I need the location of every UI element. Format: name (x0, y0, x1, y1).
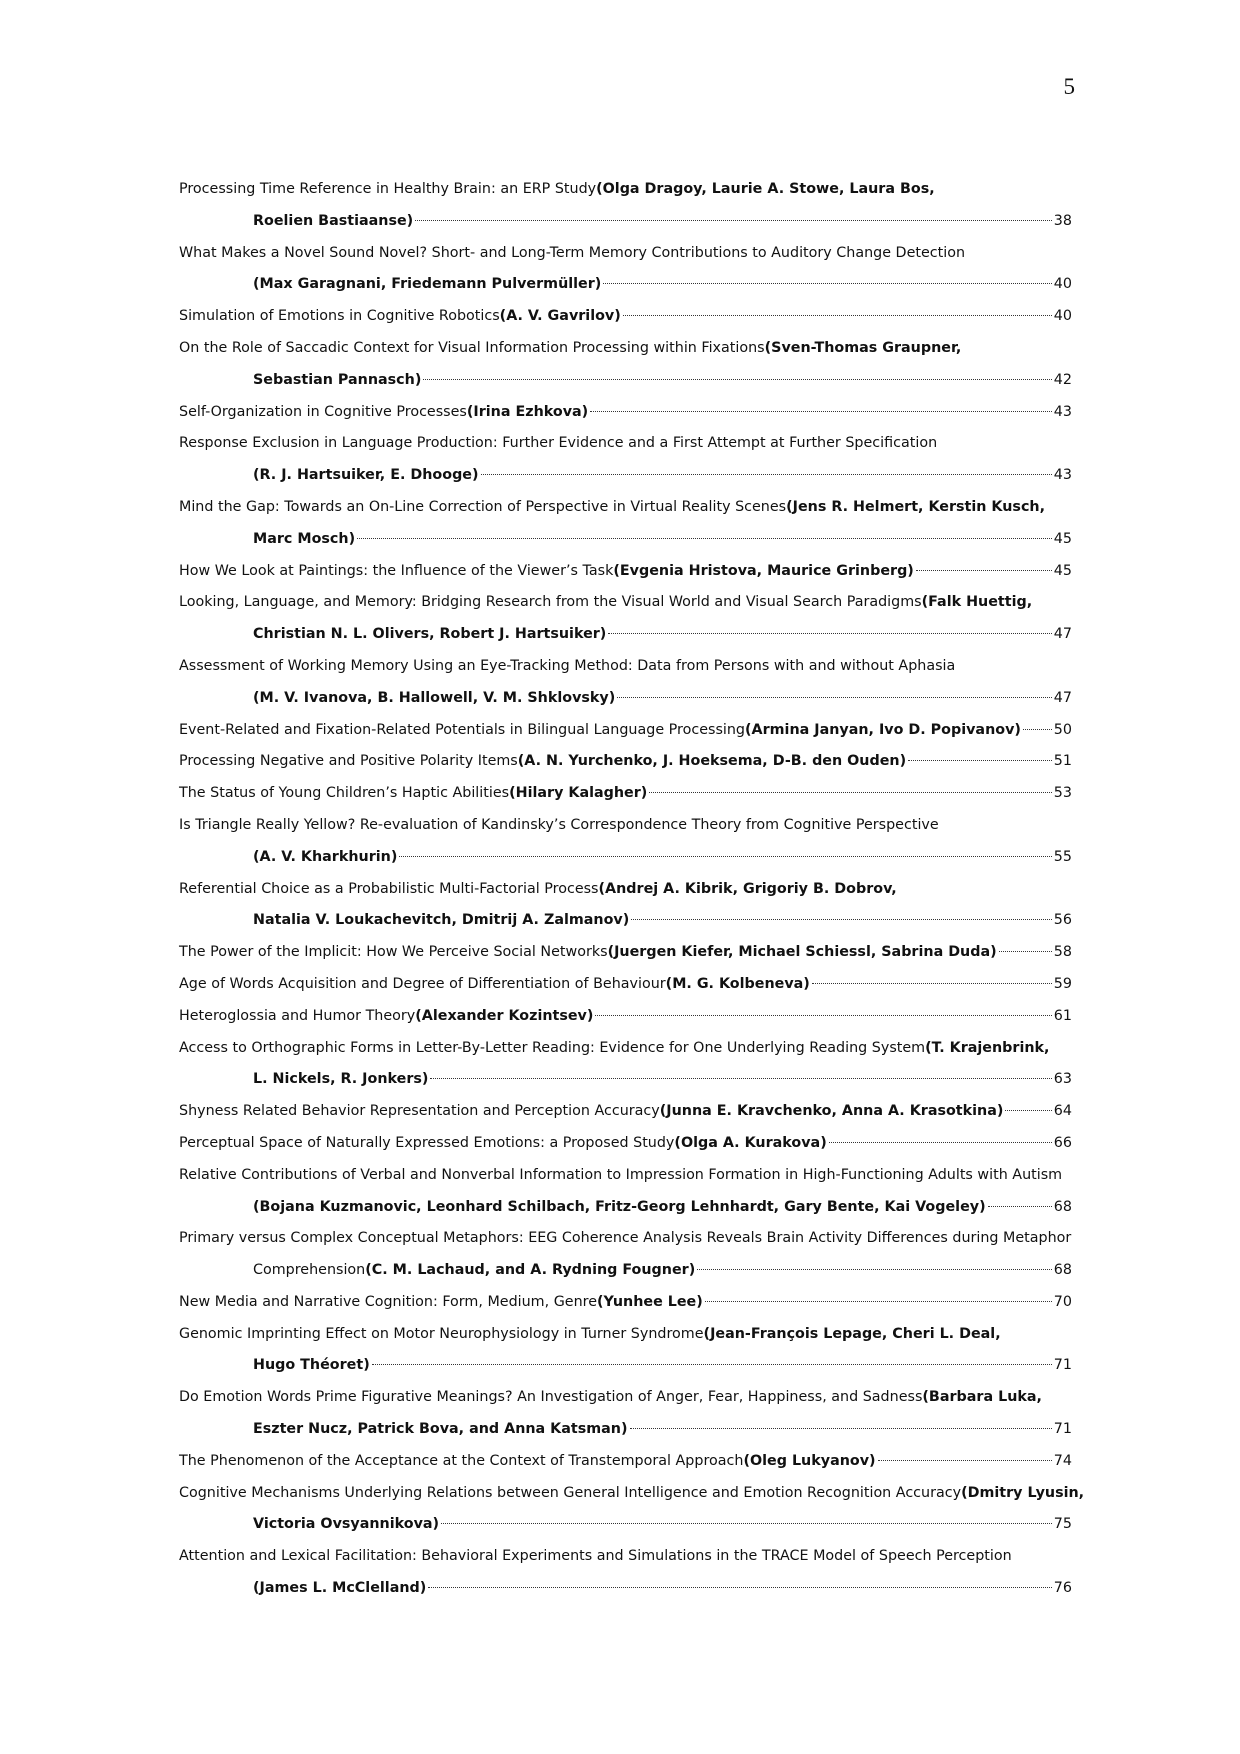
toc-entry (179, 1382, 1072, 1446)
toc-entry-continuation (179, 1573, 1072, 1605)
toc-entry-line (179, 1223, 1072, 1255)
toc-authors: (Olga Dragoy, Laurie A. Stowe, Laura Bos, (596, 181, 935, 197)
toc-entry-line (179, 333, 1072, 365)
toc-authors: Marc Mosch) (253, 530, 356, 547)
toc-entry-line (179, 874, 1072, 906)
toc-entry-line (179, 937, 1072, 969)
table-of-contents (179, 174, 1085, 1605)
toc-title: Genomic Imprinting Effect on Motor Neurophysiology in Turner Syndrome (179, 1325, 704, 1342)
toc-entry (179, 238, 1072, 302)
toc-page-number: 47 (1053, 626, 1072, 643)
dot-leader (608, 633, 1051, 634)
toc-title: Simulation of Emotions in Cognitive Robotics (179, 308, 500, 325)
toc-authors: (Junna E. Kravchenko, Anna A. Krasotkina) (659, 1103, 1004, 1120)
toc-entry (179, 1478, 1085, 1542)
toc-entry-continuation (179, 683, 1072, 715)
dot-leader (623, 315, 1052, 316)
dot-leader (631, 919, 1052, 920)
toc-authors: (Falk Huettig, (921, 594, 1033, 611)
dot-leader (372, 1364, 1052, 1365)
toc-authors: (Jean-François Lepage, Cheri L. Deal, (703, 1325, 1001, 1342)
toc-entry (179, 301, 1072, 333)
dot-leader (630, 1428, 1052, 1429)
toc-page-number: 53 (1053, 785, 1072, 802)
dot-leader (399, 856, 1051, 857)
toc-entry-continuation (179, 905, 1072, 937)
toc-entry (179, 778, 1072, 810)
toc-entry (179, 1160, 1072, 1224)
toc-entry (179, 1287, 1072, 1319)
toc-page-number: 40 (1053, 276, 1072, 293)
toc-entry-continuation (179, 842, 1072, 874)
toc-authors: (Sven-Thomas Graupner, (764, 339, 962, 356)
toc-title: Heteroglossia and Humor Theory (179, 1007, 416, 1024)
toc-title: Looking, Language, and Memory: Bridging Research from the Visual World and Visual Search Paradigms (179, 594, 922, 611)
toc-entry (179, 651, 1072, 715)
page-number: 5 (1063, 74, 1075, 99)
toc-authors: (Yunhee Lee) (597, 1293, 703, 1310)
toc-title: Self-Organization in Cognitive Processes (179, 403, 467, 420)
toc-authors: (M. V. Ivanova, B. Hallowell, V. M. Shklovsky) (253, 689, 616, 706)
toc-page-number: 38 (1053, 212, 1072, 229)
toc-entry (179, 1096, 1072, 1128)
toc-title: Access to Orthographic Forms in Letter-By-Letter Reading: Evidence for One Underlying Reading System (179, 1039, 926, 1056)
toc-authors: (Hilary Kalagher) (509, 785, 648, 802)
toc-title: Shyness Related Behavior Representation and Perception Accuracy (179, 1103, 660, 1120)
toc-authors: (Olga A. Kurakova) (674, 1134, 827, 1151)
toc-title: Age of Words Acquisition and Degree of Differentiation of Behaviour (179, 975, 666, 992)
toc-title: Do Emotion Words Prime Figurative Meanings? An Investigation of Anger, Fear, Happiness, and Sadness (179, 1389, 923, 1406)
toc-title: The Phenomenon of the Acceptance at the Context of Transtemporal Approach (179, 1452, 744, 1469)
dot-leader (908, 760, 1052, 761)
toc-entry-line (179, 715, 1072, 747)
toc-entry-line (179, 238, 1072, 270)
toc-page-number: 68 (1053, 1262, 1072, 1279)
toc-entry-continuation (179, 206, 1072, 238)
toc-entry-continuation (179, 1064, 1072, 1096)
dot-leader (428, 1587, 1052, 1588)
toc-page-number: 70 (1053, 1293, 1072, 1310)
toc-entry-line (179, 1287, 1072, 1319)
toc-page-number: 76 (1053, 1580, 1072, 1597)
toc-entry (179, 874, 1072, 938)
toc-page-number: 59 (1053, 975, 1072, 992)
toc-page-number: 55 (1053, 848, 1072, 865)
toc-authors: Natalia V. Loukachevitch, Dmitrij A. Zalmanov) (253, 912, 630, 929)
toc-entry-continuation (179, 524, 1072, 556)
dot-leader (415, 220, 1052, 221)
toc-entry (179, 810, 1072, 874)
toc-page-number: 68 (1053, 1198, 1072, 1215)
toc-authors: Eszter Nucz, Patrick Bova, and Anna Katsman) (253, 1421, 628, 1438)
toc-entry (179, 1319, 1072, 1383)
toc-page-number: 66 (1053, 1134, 1072, 1151)
toc-authors: L. Nickels, R. Jonkers) (253, 1071, 429, 1088)
toc-entry-continuation (179, 1350, 1072, 1382)
toc-page-number: 47 (1053, 689, 1072, 706)
toc-entry-line (179, 1478, 1085, 1510)
toc-authors: (A. V. Gavrilov) (499, 308, 621, 325)
toc-title: Is Triangle Really Yellow? Re-evaluation of Kandinsky’s Correspondence Theory from Cognitive Perspective (179, 816, 939, 833)
toc-title: Assessment of Working Memory Using an Eye-Tracking Method: Data from Persons with and without Aphasia (179, 657, 956, 674)
dot-leader (430, 1078, 1051, 1079)
dot-leader (705, 1301, 1052, 1302)
toc-entry-continuation (179, 1414, 1072, 1446)
toc-entry-line (179, 1033, 1072, 1065)
toc-title: New Media and Narrative Cognition: Form, Medium, Genre (179, 1293, 597, 1310)
toc-authors: Christian N. L. Olivers, Robert J. Hartsuiker) (253, 626, 607, 643)
toc-authors: (A. N. Yurchenko, J. Hoeksema, D-B. den Ouden) (517, 753, 907, 770)
toc-authors: (James L. McClelland) (253, 1580, 427, 1597)
toc-authors: (T. Krajenbrink, (925, 1039, 1050, 1056)
toc-page-number: 56 (1053, 912, 1072, 929)
toc-page-number: 63 (1053, 1071, 1072, 1088)
toc-authors: (M. G. Kolbeneva) (665, 975, 810, 992)
toc-authors: Roelien Bastiaanse) (253, 212, 414, 229)
toc-title: Referential Choice as a Probabilistic Multi-Factorial Process (179, 880, 599, 897)
toc-entry (179, 1033, 1072, 1097)
toc-title: How We Look at Paintings: the Influence of the Viewer’s Task (179, 562, 614, 579)
toc-entry-line (179, 1541, 1072, 1573)
toc-authors: (Irina Ezhkova) (466, 403, 589, 420)
toc-authors: (Andrej A. Kibrik, Grigoriy B. Dobrov, (598, 880, 897, 897)
toc-authors: Sebastian Pannasch) (253, 371, 422, 388)
dot-leader (1023, 729, 1052, 730)
toc-entry-line (179, 1096, 1072, 1128)
dot-leader (617, 697, 1052, 698)
toc-title: The Power of the Implicit: How We Perceive Social Networks (179, 944, 608, 961)
toc-entry-continuation (179, 1255, 1072, 1287)
toc-entry (179, 746, 1072, 778)
dot-leader (697, 1269, 1052, 1270)
dot-leader (595, 1015, 1051, 1016)
toc-page-number: 61 (1053, 1007, 1072, 1024)
toc-entry (179, 397, 1072, 429)
toc-entry (179, 428, 1072, 492)
toc-authors: (Evgenia Hristova, Maurice Grinberg) (613, 562, 914, 579)
toc-entry (179, 492, 1072, 556)
toc-entry-line (179, 428, 1072, 460)
toc-authors: (Barbara Luka, (922, 1389, 1042, 1406)
toc-authors: Hugo Théoret) (253, 1357, 370, 1374)
dot-leader (829, 1142, 1052, 1143)
toc-entry-line (179, 492, 1072, 524)
toc-page-number: 74 (1053, 1452, 1072, 1469)
toc-entry-continuation (179, 619, 1072, 651)
toc-entry (179, 1446, 1072, 1478)
toc-title: Relative Contributions of Verbal and Nonverbal Information to Impression Formation in High-Functioning Adults with Autism (179, 1166, 1063, 1183)
toc-authors: (R. J. Hartsuiker, E. Dhooge) (253, 467, 479, 484)
toc-title: The Status of Young Children’s Haptic Abilities (179, 785, 510, 802)
toc-entry (179, 715, 1072, 747)
toc-entry (179, 556, 1072, 588)
dot-leader (988, 1206, 1052, 1207)
toc-entry-line (179, 778, 1072, 810)
toc-authors: (Dmitry Lyusin, (961, 1484, 1085, 1501)
toc-entry (179, 333, 1072, 397)
toc-page-number: 64 (1053, 1103, 1072, 1120)
toc-page-number: 51 (1053, 753, 1072, 770)
toc-authors: Victoria Ovsyannikova) (253, 1516, 440, 1533)
dot-leader (916, 570, 1052, 571)
toc-title: Comprehension (253, 1262, 366, 1279)
toc-page-number: 71 (1053, 1421, 1072, 1438)
toc-page-number: 43 (1053, 467, 1072, 484)
toc-page-number: 40 (1053, 308, 1072, 325)
toc-title: Perceptual Space of Naturally Expressed Emotions: a Proposed Study (179, 1134, 675, 1151)
toc-page-number: 50 (1053, 721, 1072, 738)
toc-entry-continuation (179, 460, 1072, 492)
dot-leader (481, 474, 1052, 475)
toc-page-number: 71 (1053, 1357, 1072, 1374)
dot-leader (878, 1460, 1052, 1461)
toc-entry (179, 969, 1072, 1001)
toc-entry-continuation (179, 1192, 1072, 1224)
toc-title: Response Exclusion in Language Production: Further Evidence and a First Attempt at Further Specification (179, 435, 938, 452)
toc-entry-continuation (179, 365, 1072, 397)
toc-authors: (Jens R. Helmert, Kerstin Kusch, (786, 498, 1046, 515)
toc-entry (179, 1223, 1072, 1287)
toc-entry-line (179, 397, 1072, 429)
dot-leader (590, 411, 1052, 412)
toc-authors: (Bojana Kuzmanovic, Leonhard Schilbach, Fritz-Georg Lehnhardt, Gary Bente, Kai Vogeley) (253, 1198, 986, 1215)
toc-entry-line (179, 1001, 1072, 1033)
dot-leader (603, 283, 1051, 284)
toc-entry-line (179, 969, 1072, 1001)
dot-leader (812, 983, 1052, 984)
dot-leader (423, 379, 1051, 380)
toc-page-number: 58 (1053, 944, 1072, 961)
toc-title: Event-Related and Fixation-Related Potentials in Bilingual Language Processing (179, 721, 746, 738)
toc-entry-line (179, 1128, 1072, 1160)
toc-entry-line (179, 174, 1072, 206)
dot-leader (649, 792, 1051, 793)
toc-entry (179, 1541, 1072, 1605)
toc-authors: (Oleg Lukyanov) (743, 1452, 876, 1469)
toc-page-number: 75 (1053, 1516, 1072, 1533)
toc-entry-continuation (179, 1509, 1072, 1541)
toc-entry-line (179, 1446, 1072, 1478)
toc-title: Cognitive Mechanisms Underlying Relations between General Intelligence and Emotion Recognition Accuracy (179, 1484, 962, 1501)
toc-entry-line (179, 810, 1072, 842)
toc-entry (179, 937, 1072, 969)
toc-title: Processing Time Reference in Healthy Brain: an ERP Study (179, 181, 597, 197)
toc-authors: (Armina Janyan, Ivo D. Popivanov) (745, 721, 1021, 738)
toc-entry-line (179, 1319, 1072, 1351)
toc-entry (179, 587, 1072, 651)
toc-title: Processing Negative and Positive Polarity Items (179, 753, 518, 770)
toc-page-number: 43 (1053, 403, 1072, 420)
dot-leader (1005, 1110, 1051, 1111)
toc-title: Attention and Lexical Facilitation: Behavioral Experiments and Simulations in the TRACE Model of Speech Perception (179, 1548, 1012, 1565)
dot-leader (357, 538, 1052, 539)
toc-entry (179, 1128, 1072, 1160)
toc-authors: (A. V. Kharkhurin) (253, 848, 398, 865)
toc-title: Primary versus Complex Conceptual Metaphors: EEG Coherence Analysis Reveals Brain Activity Differences during Metaphor (179, 1230, 1072, 1247)
toc-title: On the Role of Saccadic Context for Visual Information Processing within Fixations (179, 339, 765, 356)
toc-entry-line (179, 301, 1072, 333)
dot-leader (999, 951, 1052, 952)
toc-entry (179, 1001, 1072, 1033)
toc-entry-line (179, 587, 1072, 619)
toc-authors: (Alexander Kozintsev) (415, 1007, 594, 1024)
toc-entry-line (179, 746, 1072, 778)
toc-entry-line (179, 651, 1072, 683)
toc-entry-continuation (179, 269, 1072, 301)
toc-entry-line (179, 1160, 1072, 1192)
dot-leader (441, 1523, 1052, 1524)
toc-title: What Makes a Novel Sound Novel? Short- and Long-Term Memory Contributions to Auditory Change Detection (179, 244, 966, 261)
toc-entry (179, 174, 1072, 238)
toc-page-number: 45 (1053, 562, 1072, 579)
toc-authors: (C. M. Lachaud, and A. Rydning Fougner) (365, 1262, 696, 1279)
toc-title: Mind the Gap: Towards an On-Line Correction of Perspective in Virtual Reality Scenes (179, 498, 787, 515)
toc-authors: (Max Garagnani, Friedemann Pulvermüller) (253, 276, 602, 293)
toc-entry-line (179, 1382, 1072, 1414)
toc-page-number: 45 (1053, 530, 1072, 547)
toc-page-number: 42 (1053, 371, 1072, 388)
toc-entry-line (179, 556, 1072, 588)
toc-authors: (Juergen Kiefer, Michael Schiessl, Sabrina Duda) (607, 944, 997, 961)
